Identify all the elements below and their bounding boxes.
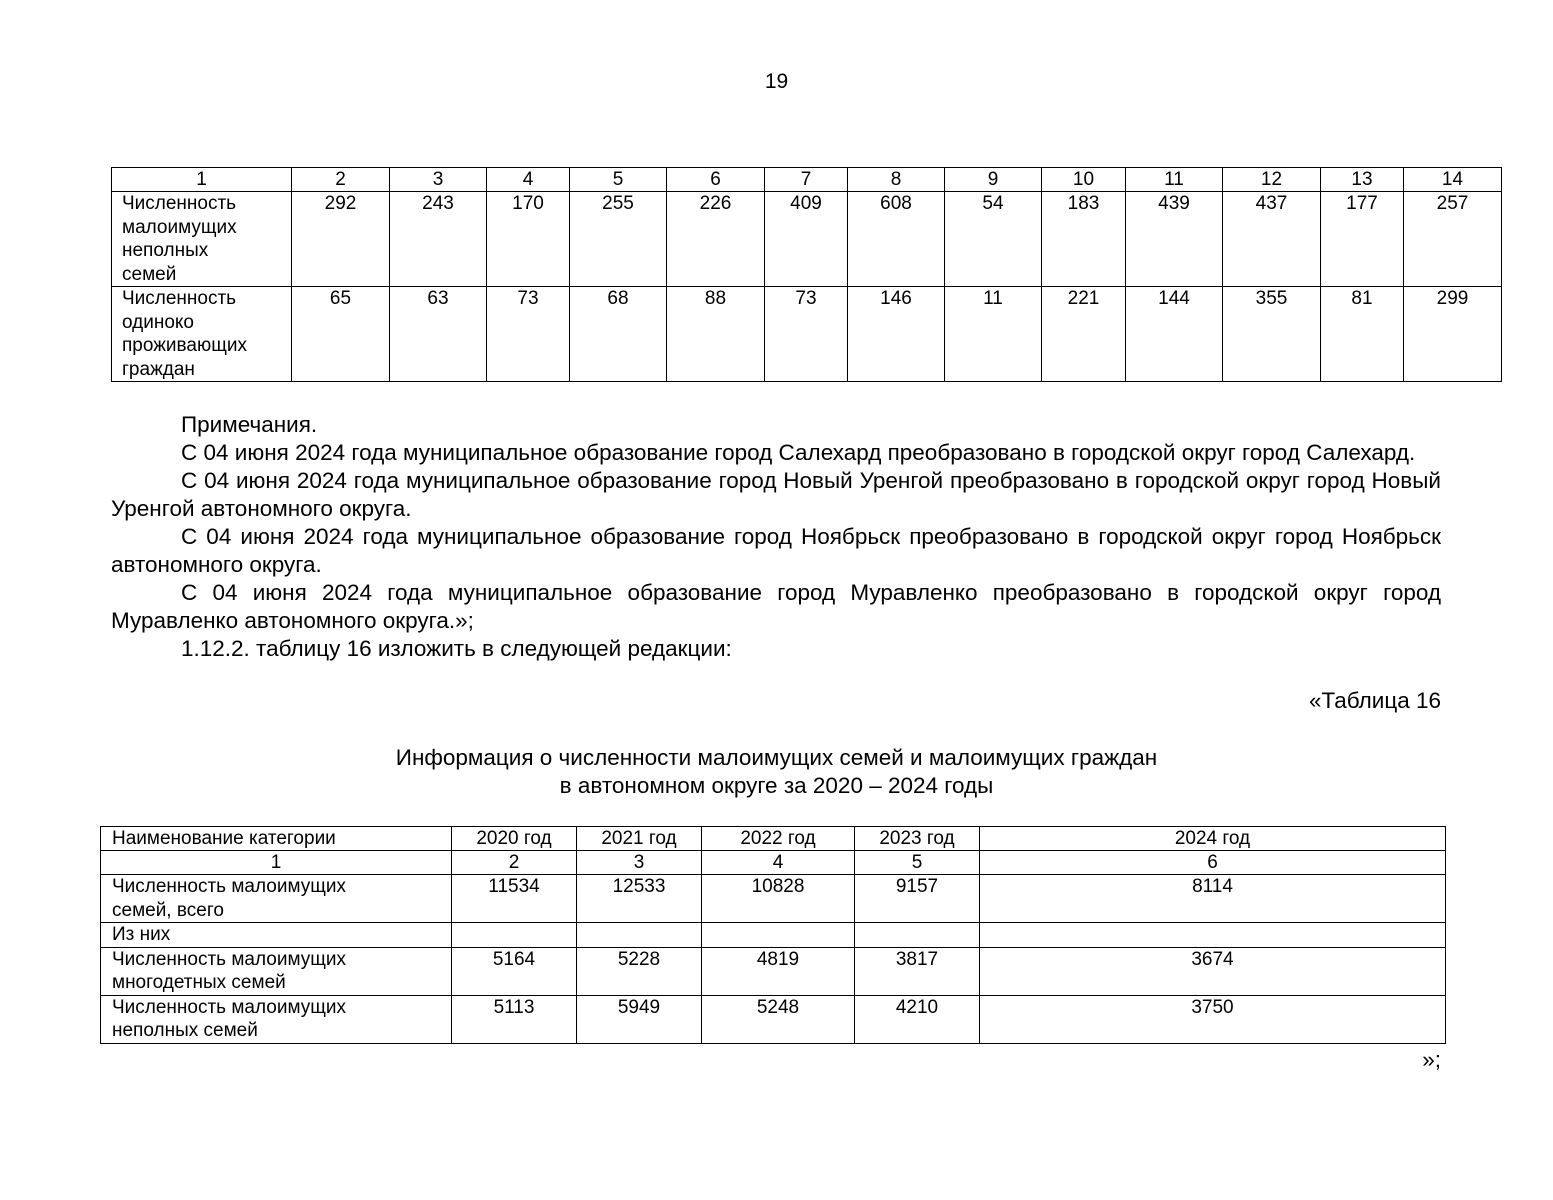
row-label: Численность малоимущих семей, всего [101,875,452,923]
table-cell [577,923,702,948]
table-row [112,287,1502,382]
table-row [101,995,1446,1043]
column-number: 8 [848,168,945,192]
column-number: 13 [1321,168,1404,192]
table-cell: 3750 [980,995,1446,1043]
column-number: 11 [1126,168,1223,192]
table-row [101,875,1446,923]
table-title-line: Информация о численности малоимущих семей и малоимущих граждан [395,745,1158,770]
row-label: Численность малоимущих многодетных семей [101,947,452,995]
poverty-statistics-table [100,826,1446,1044]
table-cell [855,923,980,948]
note-paragraph: С 04 июня 2024 года муниципальное образование город Новый Уренгой преобразовано в городской округ город Новый Уренгой автономного округа. [111,468,1441,521]
table-cell [702,923,855,948]
table-header-row [101,827,1446,851]
column-header: 2020 год [452,827,577,851]
table-cell: 5164 [452,947,577,995]
amendment-instruction: 1.12.2. таблицу 16 изложить в следующей редакции: [181,636,732,661]
table-cell: 5949 [577,995,702,1043]
table-cell: 68 [570,287,667,382]
column-number: 5 [855,851,980,875]
continuation-table [111,167,1502,382]
column-number: 3 [390,168,487,192]
column-header: Наименование категории [101,827,452,851]
table-cell: 608 [848,192,945,287]
row-label: Из них [101,923,452,948]
column-number: 1 [112,168,292,192]
table-cell: 183 [1042,192,1126,287]
column-number: 10 [1042,168,1126,192]
table-cell: 257 [1404,192,1502,287]
table-title-line: в автономном округе за 2020 – 2024 годы [559,773,994,798]
table-cell: 146 [848,287,945,382]
column-number: 4 [702,851,855,875]
column-header: 2021 год [577,827,702,851]
table-cell: 54 [945,192,1042,287]
table-header-row [112,168,1502,192]
table-cell [980,923,1446,948]
table-cell: 5248 [702,995,855,1043]
table-cell: 11 [945,287,1042,382]
table-cell: 255 [570,192,667,287]
table-cell: 5113 [452,995,577,1043]
table-cell: 221 [1042,287,1126,382]
column-number: 2 [452,851,577,875]
table-cell: 409 [765,192,848,287]
table-cell: 63 [390,287,487,382]
column-number: 14 [1404,168,1502,192]
table-cell: 11534 [452,875,577,923]
table-cell: 8114 [980,875,1446,923]
table-cell: 73 [765,287,848,382]
table-cell: 292 [292,192,390,287]
table-cell: 12533 [577,875,702,923]
column-number: 6 [667,168,765,192]
table-cell: 3817 [855,947,980,995]
column-number: 12 [1223,168,1321,192]
column-number: 1 [101,851,452,875]
note-paragraph: С 04 июня 2024 года муниципальное образование город Салехард преобразовано в городской округ город Салехард. [181,440,1416,465]
row-label: Численность малоимущих неполных семей [112,192,292,287]
column-number: 7 [765,168,848,192]
table-cell: 299 [1404,287,1502,382]
table-row [101,923,1446,948]
table-cell: 73 [487,287,570,382]
column-number: 6 [980,851,1446,875]
table-cell: 65 [292,287,390,382]
table-cell: 4819 [702,947,855,995]
note-paragraph: С 04 июня 2024 года муниципальное образование город Ноябрьск преобразовано в городской округ город Ноябрьск автономного округа. [111,524,1441,577]
column-number: 5 [570,168,667,192]
column-number: 3 [577,851,702,875]
table-row [112,192,1502,287]
table-caption: «Таблица 16 [1308,688,1441,713]
column-header: 2022 год [702,827,855,851]
notes-heading: Примечания. [181,412,318,437]
closing-quote: »; [1422,1047,1441,1072]
note-paragraph: С 04 июня 2024 года муниципальное образование город Муравленко преобразовано в городской округ город Муравленко автономного округа.»; [111,580,1441,633]
table-cell: 355 [1223,287,1321,382]
table-cell: 144 [1126,287,1223,382]
table-cell: 9157 [855,875,980,923]
table-cell [452,923,577,948]
table-row [101,947,1446,995]
table-title [0,744,1553,800]
row-label: Численность одиноко проживающих граждан [112,287,292,382]
column-number-row [101,851,1446,875]
page-number: 19 [764,70,789,93]
row-label: Численность малоимущих неполных семей [101,995,452,1043]
table-cell: 226 [667,192,765,287]
table-cell: 88 [667,287,765,382]
table-cell: 437 [1223,192,1321,287]
column-header: 2024 год [980,827,1446,851]
table-cell: 439 [1126,192,1223,287]
table-cell: 5228 [577,947,702,995]
table-cell: 170 [487,192,570,287]
table-cell: 4210 [855,995,980,1043]
notes-section [111,411,1441,663]
table-cell: 10828 [702,875,855,923]
table-cell: 3674 [980,947,1446,995]
table-cell: 81 [1321,287,1404,382]
column-number: 2 [292,168,390,192]
column-number: 4 [487,168,570,192]
table-cell: 177 [1321,192,1404,287]
column-header: 2023 год [855,827,980,851]
table-cell: 243 [390,192,487,287]
column-number: 9 [945,168,1042,192]
